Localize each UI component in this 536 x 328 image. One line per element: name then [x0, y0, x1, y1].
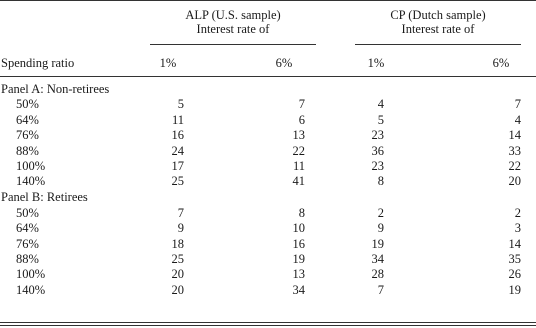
- table-cell: 5: [377, 113, 384, 127]
- table-cell: 7: [377, 283, 384, 297]
- table-cell: 19: [371, 237, 384, 251]
- table-cell: 2: [377, 206, 384, 220]
- table-cell: 20: [171, 267, 184, 281]
- table-bottom-rule-2: [0, 325, 536, 326]
- row-ratio-label: 76%: [16, 237, 39, 251]
- table-cell: 34: [292, 283, 305, 297]
- table-cell: 14: [508, 237, 521, 251]
- table-cell: 20: [171, 283, 184, 297]
- row-ratio-label: 50%: [16, 206, 39, 220]
- table-cell: 16: [292, 237, 305, 251]
- table-cell: 35: [508, 252, 521, 266]
- table-cell: 10: [292, 221, 305, 235]
- table-cell: 3: [514, 221, 521, 235]
- table-cell: 41: [292, 174, 305, 188]
- group-header-cp-title: CP (Dutch sample): [390, 8, 486, 22]
- table-cell: 26: [508, 267, 521, 281]
- row-ratio-label: 76%: [16, 128, 39, 142]
- row-ratio-label: 50%: [16, 97, 39, 111]
- table-cell: 23: [371, 128, 384, 142]
- table-cell: 25: [171, 174, 184, 188]
- header-bottom-rule: [0, 76, 536, 77]
- table-cell: 14: [508, 128, 521, 142]
- group-header-alp-title: ALP (U.S. sample): [185, 8, 281, 22]
- row-ratio-label: 140%: [16, 283, 46, 297]
- table-cell: 5: [177, 97, 184, 111]
- table-bottom-rule: [0, 322, 536, 323]
- row-ratio-label: 100%: [16, 267, 46, 281]
- rate-label-alp-1: 1%: [159, 56, 177, 70]
- row-ratio-label: 140%: [16, 174, 46, 188]
- table-cell: 4: [377, 97, 384, 111]
- row-ratio-label: 64%: [16, 221, 39, 235]
- row-ratio-label: 64%: [16, 113, 39, 127]
- table-cell: 9: [377, 221, 384, 235]
- table-cell: 33: [508, 144, 521, 158]
- row-ratio-label: 88%: [16, 144, 39, 158]
- table-cell: 20: [508, 174, 521, 188]
- panel-label: Panel A: Non-retirees: [1, 82, 110, 96]
- table-cell: 6: [298, 113, 305, 127]
- table-cell: 22: [292, 144, 305, 158]
- table-cell: 19: [292, 252, 305, 266]
- group-header-alp-subtitle: Interest rate of: [196, 22, 270, 36]
- table-cell: 11: [171, 113, 184, 127]
- table-cell: 19: [508, 283, 521, 297]
- rate-label-cp-6: 6%: [492, 56, 510, 70]
- row-ratio-label: 100%: [16, 159, 46, 173]
- rate-label-alp-6: 6%: [275, 56, 293, 70]
- table-cell: 7: [514, 97, 521, 111]
- group-header-cp-subtitle: Interest rate of: [401, 22, 475, 36]
- panel-label: Panel B: Retirees: [1, 190, 88, 204]
- table-cell: 22: [508, 159, 521, 173]
- table-cell: 7: [298, 97, 305, 111]
- table-cell: 28: [371, 267, 384, 281]
- group-rule-alp: [150, 44, 316, 45]
- table-cell: 34: [371, 252, 384, 266]
- table-top-rule: [0, 0, 536, 1]
- table-cell: 8: [298, 206, 305, 220]
- table-cell: 9: [177, 221, 184, 235]
- table-cell: 7: [177, 206, 184, 220]
- table-cell: 25: [171, 252, 184, 266]
- table-cell: 18: [171, 237, 184, 251]
- table-cell: 16: [171, 128, 184, 142]
- table-cell: 13: [292, 267, 305, 281]
- row-ratio-label: 88%: [16, 252, 39, 266]
- table-cell: 23: [371, 159, 384, 173]
- table-cell: 2: [514, 206, 521, 220]
- table-cell: 4: [514, 113, 521, 127]
- table-cell: 24: [171, 144, 184, 158]
- table-cell: 8: [377, 174, 384, 188]
- table-cell: 13: [292, 128, 305, 142]
- table-cell: 17: [171, 159, 184, 173]
- group-rule-cp: [355, 44, 521, 45]
- rate-label-cp-1: 1%: [367, 56, 385, 70]
- row-header-label: Spending ratio: [1, 56, 75, 70]
- table-cell: 36: [371, 144, 384, 158]
- table-cell: 11: [292, 159, 305, 173]
